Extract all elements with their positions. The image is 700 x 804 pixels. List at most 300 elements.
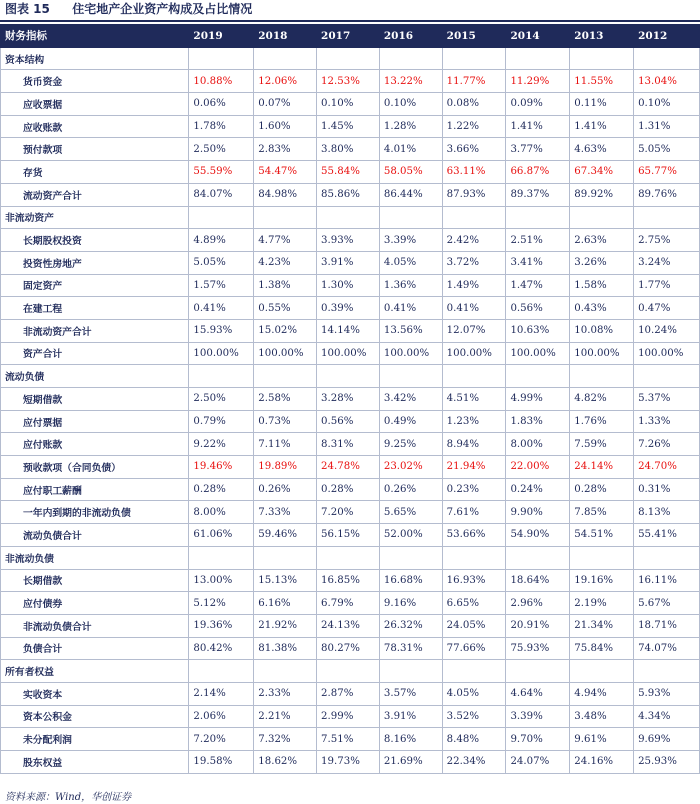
value-cell — [317, 546, 380, 569]
value-cell: 24.16% — [570, 751, 634, 774]
value-cell: 89.92% — [570, 183, 634, 206]
value-cell: 54.47% — [254, 161, 317, 184]
value-cell: 3.41% — [506, 251, 570, 274]
value-cell: 1.30% — [317, 274, 380, 297]
value-cell — [634, 47, 700, 70]
value-cell: 21.34% — [570, 614, 634, 637]
value-cell: 4.63% — [570, 138, 634, 161]
value-cell: 0.09% — [506, 93, 570, 116]
value-cell: 86.44% — [379, 183, 442, 206]
value-cell: 2.96% — [506, 592, 570, 615]
value-cell — [634, 546, 700, 569]
value-cell: 1.31% — [634, 115, 700, 138]
value-cell: 25.93% — [634, 751, 700, 774]
row-label: 短期借款 — [1, 388, 189, 411]
value-cell: 78.31% — [379, 637, 442, 660]
value-cell: 10.24% — [634, 319, 700, 342]
value-cell: 59.46% — [254, 524, 317, 547]
table-header-row — [1, 25, 700, 48]
value-cell: 3.93% — [317, 229, 380, 252]
value-cell: 1.49% — [442, 274, 506, 297]
year-header: 2017 — [317, 25, 380, 48]
row-label: 长期股权投资 — [1, 229, 189, 252]
value-cell: 12.53% — [317, 70, 380, 93]
row-label: 流动负债合计 — [1, 524, 189, 547]
value-cell: 4.94% — [570, 682, 634, 705]
value-cell: 3.91% — [379, 705, 442, 728]
value-cell: 7.11% — [254, 433, 317, 456]
value-cell: 24.05% — [442, 614, 506, 637]
value-cell: 7.26% — [634, 433, 700, 456]
value-cell: 9.70% — [506, 728, 570, 751]
header-label: 财务指标 — [1, 25, 189, 48]
row-label: 在建工程 — [1, 297, 189, 320]
value-cell: 3.26% — [570, 251, 634, 274]
value-cell: 7.20% — [317, 501, 380, 524]
value-cell: 16.93% — [442, 569, 506, 592]
table-row — [1, 592, 700, 615]
value-cell: 12.07% — [442, 319, 506, 342]
value-cell: 7.61% — [442, 501, 506, 524]
row-label: 应付债券 — [1, 592, 189, 615]
table-row — [1, 751, 700, 774]
value-cell: 0.07% — [254, 93, 317, 116]
table-row — [1, 161, 700, 184]
value-cell: 100.00% — [254, 342, 317, 365]
value-cell: 11.55% — [570, 70, 634, 93]
value-cell: 66.87% — [506, 161, 570, 184]
value-cell: 0.41% — [189, 297, 254, 320]
value-cell: 7.59% — [570, 433, 634, 456]
value-cell: 3.57% — [379, 682, 442, 705]
value-cell: 0.49% — [379, 410, 442, 433]
table-row — [1, 410, 700, 433]
value-cell: 84.07% — [189, 183, 254, 206]
section-label: 非流动资产 — [1, 206, 189, 229]
row-label: 应收票据 — [1, 93, 189, 116]
value-cell: 9.90% — [506, 501, 570, 524]
value-cell: 0.06% — [189, 93, 254, 116]
value-cell — [254, 660, 317, 683]
value-cell — [634, 660, 700, 683]
value-cell: 87.93% — [442, 183, 506, 206]
value-cell: 13.56% — [379, 319, 442, 342]
value-cell: 89.37% — [506, 183, 570, 206]
value-cell — [254, 47, 317, 70]
value-cell: 0.47% — [634, 297, 700, 320]
value-cell — [570, 47, 634, 70]
value-cell: 0.56% — [506, 297, 570, 320]
row-label: 负债合计 — [1, 637, 189, 660]
value-cell: 3.39% — [506, 705, 570, 728]
value-cell: 5.12% — [189, 592, 254, 615]
table-row — [1, 115, 700, 138]
value-cell: 6.65% — [442, 592, 506, 615]
value-cell: 0.55% — [254, 297, 317, 320]
section-row — [1, 206, 700, 229]
value-cell: 56.15% — [317, 524, 380, 547]
value-cell: 75.84% — [570, 637, 634, 660]
table-row — [1, 456, 700, 479]
table-row — [1, 388, 700, 411]
table-row — [1, 728, 700, 751]
value-cell: 8.94% — [442, 433, 506, 456]
table-row — [1, 93, 700, 116]
value-cell: 19.73% — [317, 751, 380, 774]
value-cell: 16.85% — [317, 569, 380, 592]
value-cell: 15.13% — [254, 569, 317, 592]
table-row — [1, 183, 700, 206]
value-cell: 100.00% — [317, 342, 380, 365]
value-cell: 74.07% — [634, 637, 700, 660]
year-header: 2019 — [189, 25, 254, 48]
value-cell: 54.90% — [506, 524, 570, 547]
row-label: 存货 — [1, 161, 189, 184]
value-cell: 80.42% — [189, 637, 254, 660]
value-cell: 2.50% — [189, 388, 254, 411]
value-cell — [506, 660, 570, 683]
value-cell: 65.77% — [634, 161, 700, 184]
value-cell: 19.46% — [189, 456, 254, 479]
value-cell: 18.71% — [634, 614, 700, 637]
value-cell: 3.72% — [442, 251, 506, 274]
value-cell — [254, 546, 317, 569]
value-cell: 15.02% — [254, 319, 317, 342]
value-cell: 1.83% — [506, 410, 570, 433]
value-cell: 8.48% — [442, 728, 506, 751]
value-cell: 0.11% — [570, 93, 634, 116]
section-label: 流动负债 — [1, 365, 189, 388]
value-cell: 16.68% — [379, 569, 442, 592]
row-label: 实收资本 — [1, 682, 189, 705]
table-row — [1, 251, 700, 274]
value-cell: 5.05% — [634, 138, 700, 161]
value-cell — [379, 206, 442, 229]
value-cell: 2.63% — [570, 229, 634, 252]
table-row — [1, 70, 700, 93]
value-cell: 0.24% — [506, 478, 570, 501]
value-cell: 2.19% — [570, 592, 634, 615]
value-cell: 3.39% — [379, 229, 442, 252]
row-label: 非流动资产合计 — [1, 319, 189, 342]
value-cell: 2.14% — [189, 682, 254, 705]
value-cell: 12.06% — [254, 70, 317, 93]
value-cell: 0.41% — [442, 297, 506, 320]
value-cell: 7.85% — [570, 501, 634, 524]
value-cell — [379, 47, 442, 70]
value-cell — [254, 365, 317, 388]
value-cell: 10.88% — [189, 70, 254, 93]
value-cell: 3.24% — [634, 251, 700, 274]
value-cell — [570, 546, 634, 569]
value-cell: 24.14% — [570, 456, 634, 479]
row-label: 投资性房地产 — [1, 251, 189, 274]
value-cell: 24.07% — [506, 751, 570, 774]
value-cell: 3.28% — [317, 388, 380, 411]
table-row — [1, 433, 700, 456]
row-label: 资本公积金 — [1, 705, 189, 728]
value-cell: 16.11% — [634, 569, 700, 592]
value-cell: 19.16% — [570, 569, 634, 592]
value-cell: 55.41% — [634, 524, 700, 547]
value-cell: 0.79% — [189, 410, 254, 433]
value-cell: 9.69% — [634, 728, 700, 751]
value-cell — [442, 47, 506, 70]
row-label: 一年内到期的非流动负债 — [1, 501, 189, 524]
row-label: 货币资金 — [1, 70, 189, 93]
value-cell — [634, 365, 700, 388]
table-row — [1, 297, 700, 320]
value-cell — [379, 365, 442, 388]
figure-title — [0, 0, 700, 22]
value-cell: 67.34% — [570, 161, 634, 184]
value-cell: 19.36% — [189, 614, 254, 637]
row-label: 流动资产合计 — [1, 183, 189, 206]
value-cell: 55.84% — [317, 161, 380, 184]
value-cell: 9.61% — [570, 728, 634, 751]
value-cell: 14.14% — [317, 319, 380, 342]
value-cell: 1.45% — [317, 115, 380, 138]
value-cell: 4.51% — [442, 388, 506, 411]
value-cell: 2.51% — [506, 229, 570, 252]
value-cell: 18.62% — [254, 751, 317, 774]
value-cell: 80.27% — [317, 637, 380, 660]
value-cell: 2.75% — [634, 229, 700, 252]
section-label: 资本结构 — [1, 47, 189, 70]
value-cell: 21.69% — [379, 751, 442, 774]
value-cell: 2.58% — [254, 388, 317, 411]
value-cell: 100.00% — [189, 342, 254, 365]
table-row — [1, 229, 700, 252]
value-cell — [570, 660, 634, 683]
year-header: 2018 — [254, 25, 317, 48]
value-cell: 0.10% — [317, 93, 380, 116]
row-label: 预收款项（合同负债） — [1, 456, 189, 479]
value-cell: 19.58% — [189, 751, 254, 774]
value-cell: 58.05% — [379, 161, 442, 184]
value-cell: 10.63% — [506, 319, 570, 342]
value-cell: 7.33% — [254, 501, 317, 524]
value-cell — [506, 365, 570, 388]
value-cell: 100.00% — [442, 342, 506, 365]
row-label: 应付票据 — [1, 410, 189, 433]
value-cell: 63.11% — [442, 161, 506, 184]
value-cell: 4.05% — [442, 682, 506, 705]
value-cell: 1.28% — [379, 115, 442, 138]
value-cell: 2.83% — [254, 138, 317, 161]
value-cell: 5.05% — [189, 251, 254, 274]
value-cell: 1.76% — [570, 410, 634, 433]
value-cell: 100.00% — [379, 342, 442, 365]
table-row — [1, 342, 700, 365]
value-cell: 7.32% — [254, 728, 317, 751]
value-cell: 55.59% — [189, 161, 254, 184]
value-cell: 8.31% — [317, 433, 380, 456]
value-cell: 24.13% — [317, 614, 380, 637]
financial-table — [0, 24, 700, 774]
value-cell: 2.42% — [442, 229, 506, 252]
value-cell: 13.22% — [379, 70, 442, 93]
value-cell — [379, 660, 442, 683]
value-cell: 2.50% — [189, 138, 254, 161]
value-cell: 4.82% — [570, 388, 634, 411]
value-cell: 100.00% — [634, 342, 700, 365]
value-cell: 1.23% — [442, 410, 506, 433]
value-cell: 9.16% — [379, 592, 442, 615]
section-label: 所有者权益 — [1, 660, 189, 683]
value-cell: 23.02% — [379, 456, 442, 479]
value-cell: 4.01% — [379, 138, 442, 161]
value-cell: 11.29% — [506, 70, 570, 93]
value-cell: 21.94% — [442, 456, 506, 479]
value-cell: 1.47% — [506, 274, 570, 297]
value-cell: 11.77% — [442, 70, 506, 93]
value-cell: 0.28% — [317, 478, 380, 501]
row-label: 未分配利润 — [1, 728, 189, 751]
table-row — [1, 705, 700, 728]
value-cell — [634, 206, 700, 229]
row-label: 股东权益 — [1, 751, 189, 774]
row-label: 长期借款 — [1, 569, 189, 592]
value-cell: 5.93% — [634, 682, 700, 705]
value-cell: 2.87% — [317, 682, 380, 705]
year-header: 2013 — [570, 25, 634, 48]
value-cell: 3.91% — [317, 251, 380, 274]
table-row — [1, 682, 700, 705]
figure-label: 图表 15 — [5, 2, 50, 16]
value-cell: 5.37% — [634, 388, 700, 411]
table-row — [1, 569, 700, 592]
value-cell: 3.42% — [379, 388, 442, 411]
value-cell: 10.08% — [570, 319, 634, 342]
value-cell — [442, 365, 506, 388]
value-cell: 81.38% — [254, 637, 317, 660]
value-cell: 8.16% — [379, 728, 442, 751]
value-cell — [189, 660, 254, 683]
section-row — [1, 546, 700, 569]
section-row — [1, 660, 700, 683]
table-row — [1, 614, 700, 637]
value-cell: 8.00% — [189, 501, 254, 524]
value-cell: 2.99% — [317, 705, 380, 728]
value-cell: 21.92% — [254, 614, 317, 637]
value-cell — [570, 365, 634, 388]
row-label: 固定资产 — [1, 274, 189, 297]
value-cell: 3.77% — [506, 138, 570, 161]
table-body — [1, 47, 700, 773]
row-label: 资产合计 — [1, 342, 189, 365]
value-cell: 22.34% — [442, 751, 506, 774]
value-cell: 1.60% — [254, 115, 317, 138]
table-row — [1, 501, 700, 524]
value-cell: 24.70% — [634, 456, 700, 479]
value-cell — [317, 660, 380, 683]
value-cell: 77.66% — [442, 637, 506, 660]
value-cell: 0.31% — [634, 478, 700, 501]
value-cell: 9.25% — [379, 433, 442, 456]
value-cell — [189, 47, 254, 70]
value-cell: 0.26% — [379, 478, 442, 501]
value-cell: 0.41% — [379, 297, 442, 320]
value-cell: 1.77% — [634, 274, 700, 297]
value-cell: 4.23% — [254, 251, 317, 274]
value-cell: 24.78% — [317, 456, 380, 479]
value-cell — [317, 206, 380, 229]
year-header: 2012 — [634, 25, 700, 48]
figure-title-text: 住宅地产企业资产构成及占比情况 — [72, 2, 253, 16]
value-cell: 84.98% — [254, 183, 317, 206]
value-cell: 52.00% — [379, 524, 442, 547]
value-cell: 0.73% — [254, 410, 317, 433]
year-header: 2014 — [506, 25, 570, 48]
row-label: 应付职工薪酬 — [1, 478, 189, 501]
value-cell: 100.00% — [570, 342, 634, 365]
table-row — [1, 478, 700, 501]
value-cell: 26.32% — [379, 614, 442, 637]
value-cell — [570, 206, 634, 229]
value-cell: 1.41% — [570, 115, 634, 138]
value-cell: 2.33% — [254, 682, 317, 705]
value-cell: 54.51% — [570, 524, 634, 547]
value-cell: 2.06% — [189, 705, 254, 728]
value-cell: 85.86% — [317, 183, 380, 206]
year-header: 2016 — [379, 25, 442, 48]
value-cell: 53.66% — [442, 524, 506, 547]
value-cell: 15.93% — [189, 319, 254, 342]
value-cell — [506, 546, 570, 569]
value-cell: 1.78% — [189, 115, 254, 138]
value-cell: 1.36% — [379, 274, 442, 297]
value-cell: 18.64% — [506, 569, 570, 592]
value-cell: 19.89% — [254, 456, 317, 479]
value-cell: 7.51% — [317, 728, 380, 751]
value-cell: 9.22% — [189, 433, 254, 456]
value-cell: 3.48% — [570, 705, 634, 728]
value-cell: 89.76% — [634, 183, 700, 206]
section-row — [1, 365, 700, 388]
value-cell: 0.56% — [317, 410, 380, 433]
value-cell: 2.21% — [254, 705, 317, 728]
value-cell — [506, 47, 570, 70]
value-cell — [317, 365, 380, 388]
row-label: 预付款项 — [1, 138, 189, 161]
table-row — [1, 138, 700, 161]
section-label: 非流动负债 — [1, 546, 189, 569]
value-cell: 61.06% — [189, 524, 254, 547]
table-row — [1, 274, 700, 297]
year-header: 2015 — [442, 25, 506, 48]
value-cell: 5.65% — [379, 501, 442, 524]
value-cell: 1.33% — [634, 410, 700, 433]
value-cell: 0.39% — [317, 297, 380, 320]
value-cell: 1.57% — [189, 274, 254, 297]
value-cell: 0.10% — [379, 93, 442, 116]
value-cell: 4.99% — [506, 388, 570, 411]
value-cell: 4.89% — [189, 229, 254, 252]
value-cell: 0.26% — [254, 478, 317, 501]
value-cell: 1.41% — [506, 115, 570, 138]
row-label: 非流动负债合计 — [1, 614, 189, 637]
value-cell: 1.58% — [570, 274, 634, 297]
value-cell: 8.13% — [634, 501, 700, 524]
value-cell: 6.16% — [254, 592, 317, 615]
value-cell: 100.00% — [506, 342, 570, 365]
value-cell: 3.52% — [442, 705, 506, 728]
value-cell: 13.04% — [634, 70, 700, 93]
table-row — [1, 637, 700, 660]
value-cell: 22.00% — [506, 456, 570, 479]
table-row — [1, 319, 700, 342]
